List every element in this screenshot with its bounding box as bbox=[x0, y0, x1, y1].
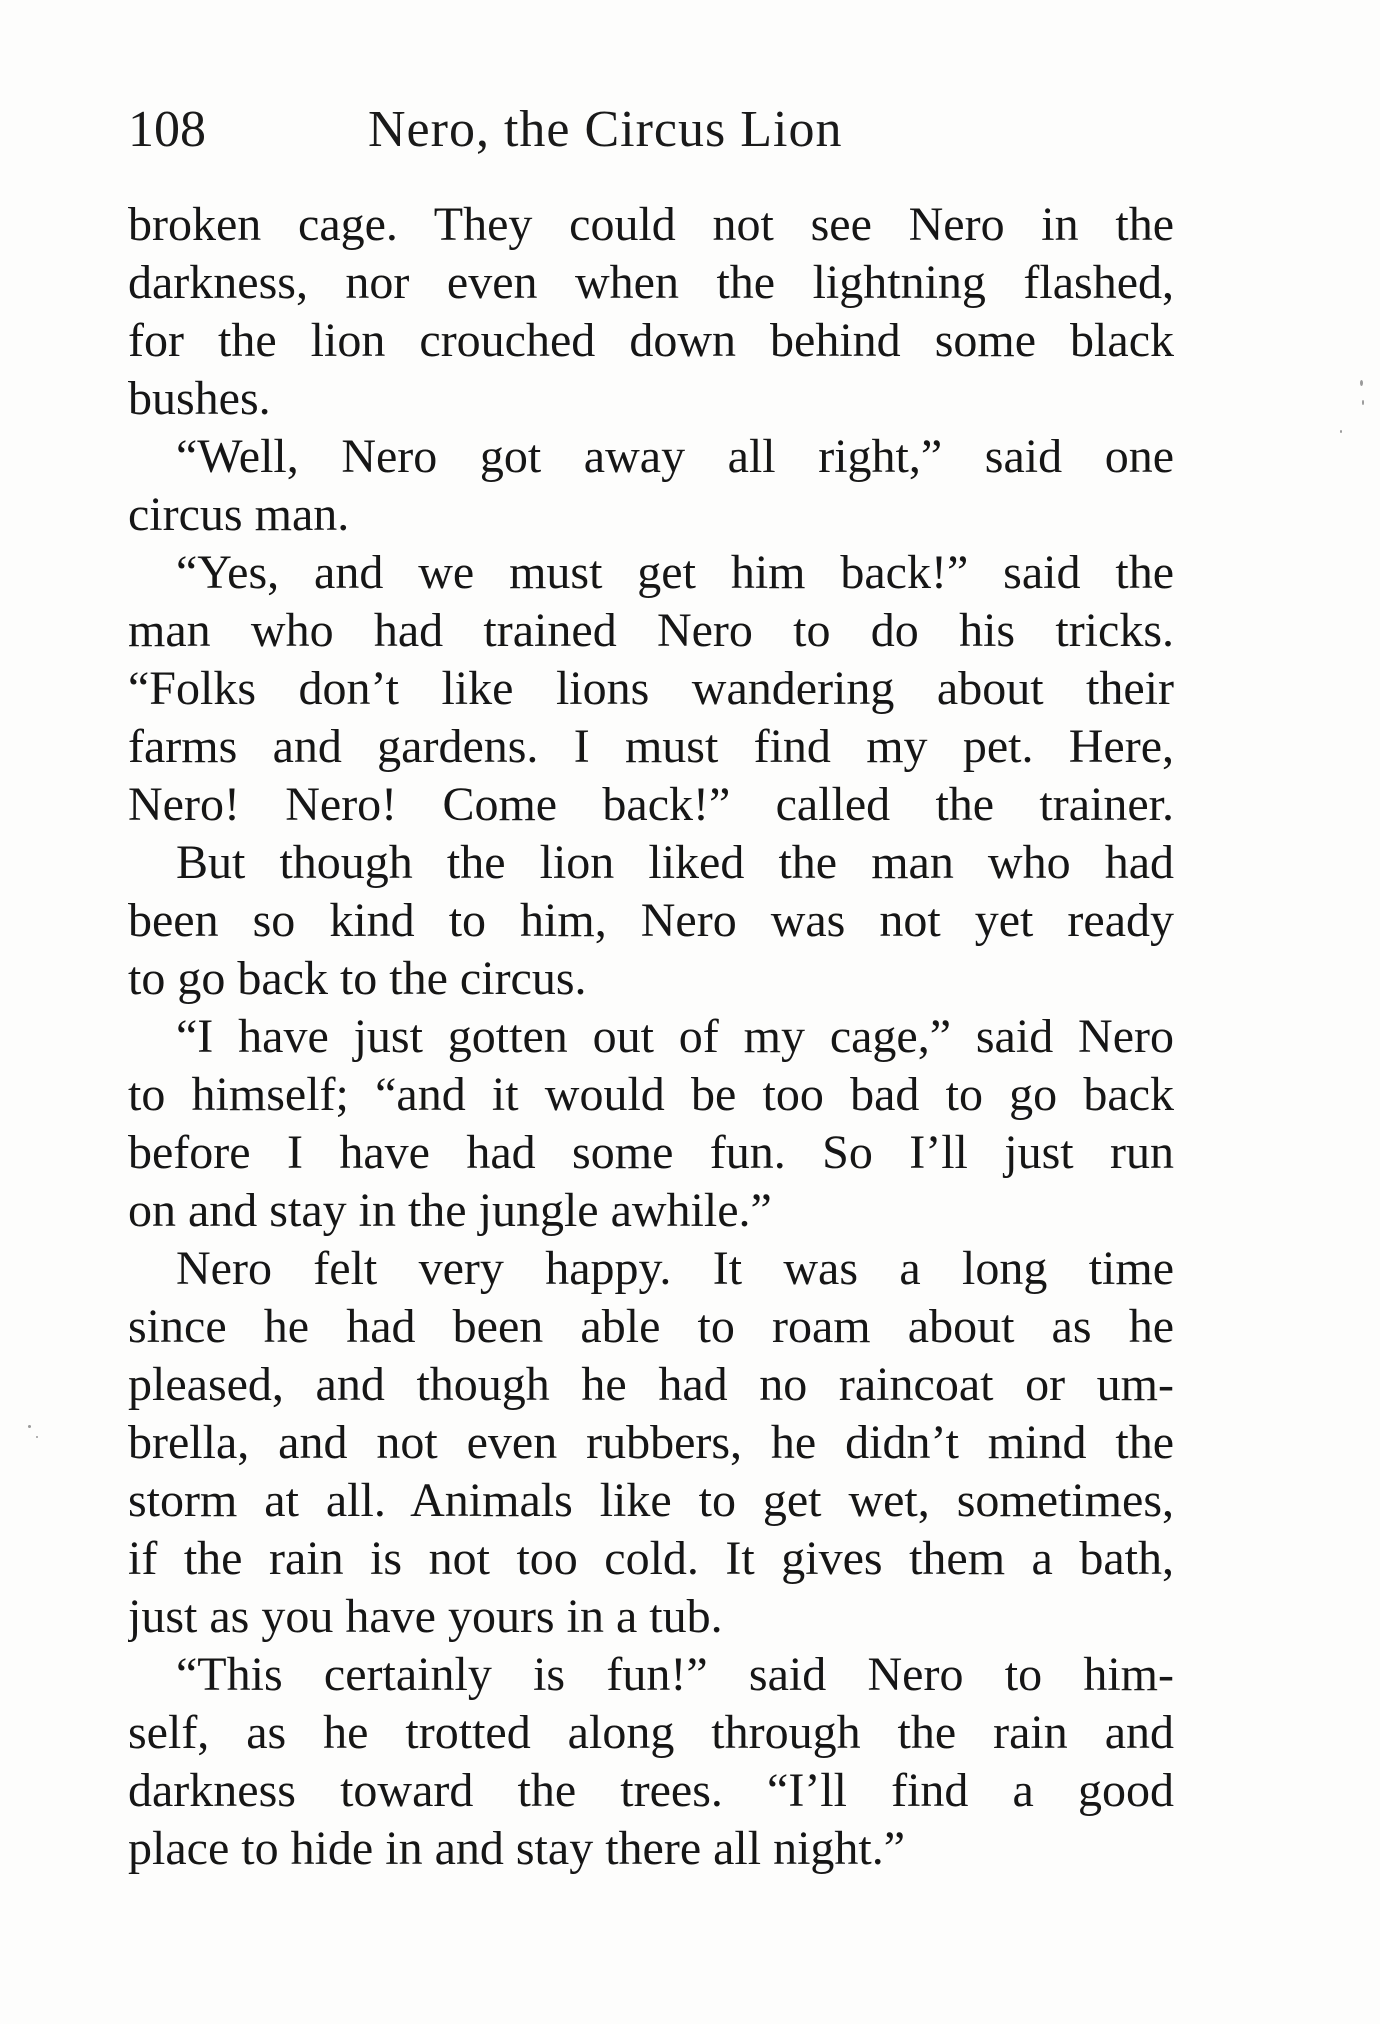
text-line: “Well, Nero got away all right,” said one bbox=[176, 430, 1174, 483]
text-line: pleased, and though he had no raincoat or um- bbox=[128, 1358, 1174, 1411]
text-line: But though the lion liked the man who had bbox=[176, 836, 1174, 889]
text-line: farms and gardens. I must find my pet. Here, bbox=[128, 720, 1174, 773]
text-line: self, as he trotted along through the rain and bbox=[128, 1706, 1174, 1759]
page-number: 108 bbox=[128, 101, 206, 158]
text-line: Nero! Nero! Come back!” called the trainer. bbox=[128, 778, 1174, 831]
paper-speck bbox=[1360, 380, 1363, 386]
text-line: to himself; “and it would be too bad to go back bbox=[128, 1068, 1174, 1121]
text-line: circus man. bbox=[128, 488, 350, 541]
text-line: brella, and not even rubbers, he didn’t mind the bbox=[128, 1416, 1174, 1469]
paper-speck bbox=[36, 1436, 38, 1438]
text-line: darkness toward the trees. “I’ll find a good bbox=[128, 1764, 1174, 1817]
running-title: Nero, the Circus Lion bbox=[368, 101, 843, 158]
text-line: place to hide in and stay there all night.” bbox=[128, 1822, 906, 1875]
text-line: bushes. bbox=[128, 372, 271, 425]
page-header bbox=[128, 98, 1178, 162]
paper-speck bbox=[1340, 430, 1342, 433]
text-line: “I have just gotten out of my cage,” said Nero bbox=[176, 1010, 1174, 1063]
text-line: “This certainly is fun!” said Nero to him- bbox=[176, 1648, 1174, 1701]
text-line: darkness, nor even when the lightning flashed, bbox=[128, 256, 1174, 309]
paper-speck bbox=[1362, 400, 1364, 405]
text-line: to go back to the circus. bbox=[128, 952, 587, 1005]
text-line: before I have had some fun. So I’ll just run bbox=[128, 1126, 1174, 1179]
body-text bbox=[128, 196, 1174, 1878]
text-line: been so kind to him, Nero was not yet ready bbox=[128, 894, 1174, 947]
text-line: man who had trained Nero to do his tricks. bbox=[128, 604, 1174, 657]
text-line: “Folks don’t like lions wandering about their bbox=[128, 662, 1174, 715]
text-line: for the lion crouched down behind some black bbox=[128, 314, 1174, 367]
text-line: on and stay in the jungle awhile.” bbox=[128, 1184, 772, 1237]
text-line: “Yes, and we must get him back!” said the bbox=[176, 546, 1174, 599]
text-line: if the rain is not too cold. It gives them a bath, bbox=[128, 1532, 1174, 1585]
text-line: Nero felt very happy. It was a long time bbox=[176, 1242, 1174, 1295]
text-line: broken cage. They could not see Nero in the bbox=[128, 198, 1174, 251]
text-line: just as you have yours in a tub. bbox=[128, 1590, 723, 1643]
text-line: since he had been able to roam about as he bbox=[128, 1300, 1174, 1353]
paper-speck bbox=[28, 1425, 31, 1428]
text-line: storm at all. Animals like to get wet, sometimes, bbox=[128, 1474, 1174, 1527]
